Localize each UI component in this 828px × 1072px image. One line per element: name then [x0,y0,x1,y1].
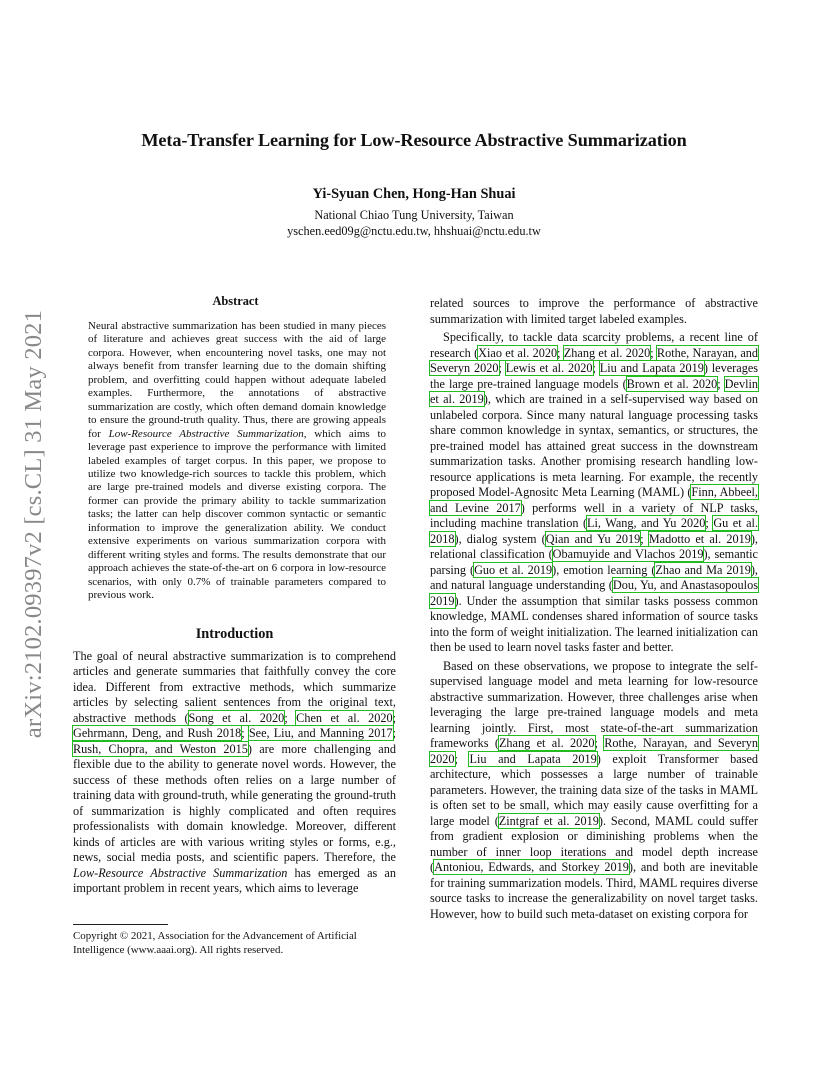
citation-link[interactable]: Guo et al. 2019 [474,562,553,577]
introduction-body [73,649,396,897]
paragraph-text: ), dialog system ( [454,531,546,546]
abstract-text: , which aims to leverage past experience to improve the performance with limited labeled examples of target corpus. In this paper, we propose to utilize two knowledge-rich sources to tackle this problem, which are large pre-trained models and diverse existing corpora. The former can provide the primary ability to tackle summarization tasks; the latter can help discover common syntactic or semantic information to improve the generalization ability. We conduct extensive experiments on various summarization corpora with different writing styles and forms. The results demonstrate that our approach achieves the state-of-the-art on 6 corpora in low-resource scenarios, with only 0.7% of trainable parameters compared to previous work. [88,427,387,602]
citation-link[interactable]: Song et al. 2020 [188,710,285,725]
paper-title: Meta-Transfer Learning for Low-Resource Abstractive Summarization [141,130,687,150]
intro-paragraph-1: The goal of neural abstractive summarization is to comprehend articles and generate summaries that faithfully convey the core idea. Different from extractive methods, which summarize articles by selecting salient sentences from the original text, abstractive methods (Song et al. 2020; Chen et al. 2020; Gehrmann, Deng, and Rush 2018; See, Liu, and Manning 2017; Rush, Chopra, and Weston 2015) are more challenging and flexible due to the ability to generate novel words. However, the success of these methods often relies on a large number of training data with ground-truth, while generating the ground-truth of summarization is highly complicated and often requires professionalists with domain knowledge. Moreover, different kinds of articles are with various writing styles or forms, e.g., news, social media posts, and scientific papers. Therefore, the Low-Resource Abstractive Summarization has emerged as an important problem in recent years, which aims to leverage [73,648,397,896]
paragraph-text: ), and both are inevitable for training summarization models. Third, MAML requires diverse source tasks to increase the generalizability on novel target tasks. However, how to build such meta-dataset on existing corpora for [430,860,758,921]
right-column [430,296,758,922]
paragraph-text: ), and natural language understanding ( [430,562,758,592]
citation-link[interactable]: Gehrmann, Deng, and Rush 2018 [73,726,242,741]
paragraph-text: ) are more challenging and flexible due to the ability to generate novel words. However, the success of these methods often relies on a large number of training data with ground-truth, while generating the ground-truth of summarization is highly complicated and often requires professionalists with domain knowledge. Moreover, different kinds of articles are with various writing styles or forms, e.g., news, social media posts, and scientific papers. Therefore, the [73,741,396,865]
citation-link[interactable]: Rush, Chopra, and Weston 2015 [73,741,248,756]
left-column [73,294,396,897]
abstract-text: Neural abstractive summarization has been studied in many pieces of literature and achieves great success with the aid of large corpora. However, when encountering novel tasks, one may not always benefit from transfer learning due to the domain shifting problem, and overfitting could happen without adequate labeled examples. Furthermore, the annotations of abstractive summarization are costly, which often demand domain knowledge to ensure the ground-truth quality. Thus, there are growing appeals for [88,320,386,440]
paragraph-text: ), semantic parsing ( [430,547,758,577]
paragraph-text: Based on these observations, we propose to integrate the self-supervised language model and meta learning for low-resource abstractive summarization. However, three challenges arise when leveraging the large pre-trained language models and meta learning jointly. First, most state-of-the-art summarization frameworks ( [430,658,758,750]
paragraph-text: has emerged as an important problem in recent years, which aims to leverage [73,865,396,896]
paragraph-text: ) leverages the large pre-trained language models ( [430,361,759,391]
arxiv-sidebar [14,286,54,762]
citation-link[interactable]: Zhang et al. 2020 [563,345,651,360]
paragraph-emphasis: Low-Resource Abstractive Summarization [73,865,288,880]
citation-link[interactable]: Rothe, Narayan, and Severyn 2020 [430,736,758,766]
introduction-heading: Introduction [195,625,274,642]
citation-link[interactable]: Gu et al. 2018 [430,516,759,546]
citation-link[interactable]: Dou, Yu, and Anastasopoulos 2019 [430,578,758,608]
citation-link[interactable]: Finn, Abbeel, and Levine 2017 [430,485,758,515]
citation-link[interactable]: Liu and Lapata 2019 [599,361,704,375]
author-emails: yschen.eed09g@nctu.edu.tw, hhshuai@nctu.edu.tw [287,223,541,238]
paragraph-text: ) performs well in a variety of NLP tasks, including machine translation ( [430,500,758,530]
copyright-text: Copyright © 2021, Association for the Advancement of Artificial Intelligence (www.aaai.org). All rights reserved. [73,930,357,956]
continued-paragraph: related sources to improve the performance of abstractive summarization with limited target labeled examples. [430,296,758,326]
citation-link[interactable]: Qian and Yu 2019 [545,531,641,546]
paragraph-text: ), emotion learning ( [552,562,656,577]
citation-link[interactable]: Brown et al. 2020 [626,376,718,391]
paragraph-text: ), which are trained in a self-supervised way based on unlabeled corpora. Since many natural language processing tasks share common knowledge in syntax, semantics, or structures, the pre-trained model has attained great success in the downstream summarization tasks. Another promising research handling low-resource applications is meta learning. For example, the recently proposed Model-Agnositc Meta Learning (MAML) ( [430,392,758,499]
abstract-body [88,320,386,603]
citation-link[interactable]: Obamuyide and Vlachos 2019 [552,547,704,561]
paragraph-related-work: Specifically, to tackle data scarcity problems, a recent line of research (Xiao et al. 2020; Zhang et al. 2020; Rothe, Narayan, and Severyn 2020; Lewis et al. 2020; Liu and Lapata 2019) leverages the large pre-trained language models (Brown et al. 2020; Devlin et al. 2019), which are trained in a self-supervised way based on unlabeled corpora. Since many natural language processing tasks share common knowledge in syntax, semantics, or structures, the pre-trained model has attained great success in the downstream summarization tasks. Another promising research handling low-resource applications is meta learning. For example, the recently proposed Model-Agnositc Meta Learning (MAML) (Finn, Abbeel, and Levine 2017) performs well in a variety of NLP tasks, including machine translation (Li, Wang, and Yu 2020; Gu et al. 2018), dialog system (Qian and Yu 2019; Madotto et al. 2019), relational classification (Obamuyide and Vlachos 2019), semantic parsing (Guo et al. 2019), emotion learning (Zhao and Ma 2019), and natural language understanding (Dou, Yu, and Anastasopoulos 2019). Under the assumption that similar tasks possess common knowledge, MAML condenses shared information of source tasks into the form of weight initialization. The learned initialization can then be used to learn novel tasks faster and better. [430,330,759,654]
paragraph-text: ) exploit Transformer based architecture, which possesses a large number of trainable parameters. However, the training data size of the tasks in MAML is often set to be small, which may easily cause overfitting for a large model ( [430,751,759,828]
citation-link[interactable]: Xiao et al. 2020 [478,345,558,360]
copyright-footnote [73,924,396,957]
citation-link[interactable]: See, Liu, and Manning 2017 [248,726,393,741]
paragraph-text: ). Under the assumption that similar tasks possess common knowledge, MAML condenses shared information of source tasks into the form of weight initialization. The learned initialization can then be used to learn novel tasks faster and better. [430,593,758,654]
paragraph-proposal: Based on these observations, we propose to integrate the self-supervised language model and meta learning for low-resource abstractive summarization. However, three challenges arise when leveraging the large pre-trained language models and meta learning jointly. First, most state-of-the-art summarization frameworks (Zhang et al. 2020; Rothe, Narayan, and Severyn 2020; Liu and Lapata 2019) exploit Transformer based architecture, which possesses a large number of trainable parameters. However, the training data size of the tasks in MAML is often set to be small, which may easily cause overfitting for a large model (Zintgraf et al. 2019). Second, MAML could suffer from gradient explosion or diminishing problems when the number of inner loop iterations and model depth increase (Antoniou, Edwards, and Storkey 2019), and both are inevitable for training summarization models. Third, MAML requires diverse source tasks to increase the generalizability on novel target tasks. However, how to build such meta-dataset on existing corpora for [430,658,759,921]
citation-link[interactable]: Chen et al. 2020 [296,710,393,725]
citation-link[interactable]: Zintgraf et al. 2019 [498,813,599,828]
author-affiliation-block [0,208,828,239]
abstract-heading: Abstract [212,294,259,308]
citation-link[interactable]: Madotto et al. 2019 [648,531,751,546]
paragraph-text: ), relational classification ( [430,531,758,561]
abstract-paragraph [88,320,386,603]
citation-link[interactable]: Rothe, Narayan, and Severyn 2020 [430,345,759,375]
affiliation: National Chiao Tung University, Taiwan [314,208,514,222]
abstract-emphasis: Low-Resource Abstractive Summarization [108,427,304,440]
paragraph-text: ). Second, MAML could suffer from gradient explosion or diminishing problems when the number of inner loop iterations and model depth increase ( [430,813,758,874]
citation-link[interactable]: Zhang et al. 2020 [498,736,595,750]
citation-link[interactable]: Lewis et al. 2020 [505,361,593,375]
citation-link[interactable]: Li, Wang, and Yu 2020 [587,516,706,530]
citation-link[interactable]: Devlin et al. 2019 [430,376,759,406]
arxiv-identifier: arXiv:2102.09397v2 [cs.CL] 31 May 2021 [20,309,48,739]
paragraph-text: The goal of neural abstractive summarization is to comprehend articles and generate summaries that faithfully convey the core idea. Different from extractive methods, which summarize articles by selecting salient sentences from the original text, abstractive methods ( [73,648,396,725]
citation-link[interactable]: Liu and Lapata 2019 [469,751,597,766]
paper-authors: Yi-Syuan Chen, Hong-Han Shuai [312,186,516,202]
footnote-rule [73,924,168,925]
paragraph-text: Specifically, to tackle data scarcity problems, a recent line of research ( [430,330,758,360]
citation-link[interactable]: Zhao and Ma 2019 [655,562,751,577]
citation-link[interactable]: Antoniou, Edwards, and Storkey 2019 [434,860,629,874]
